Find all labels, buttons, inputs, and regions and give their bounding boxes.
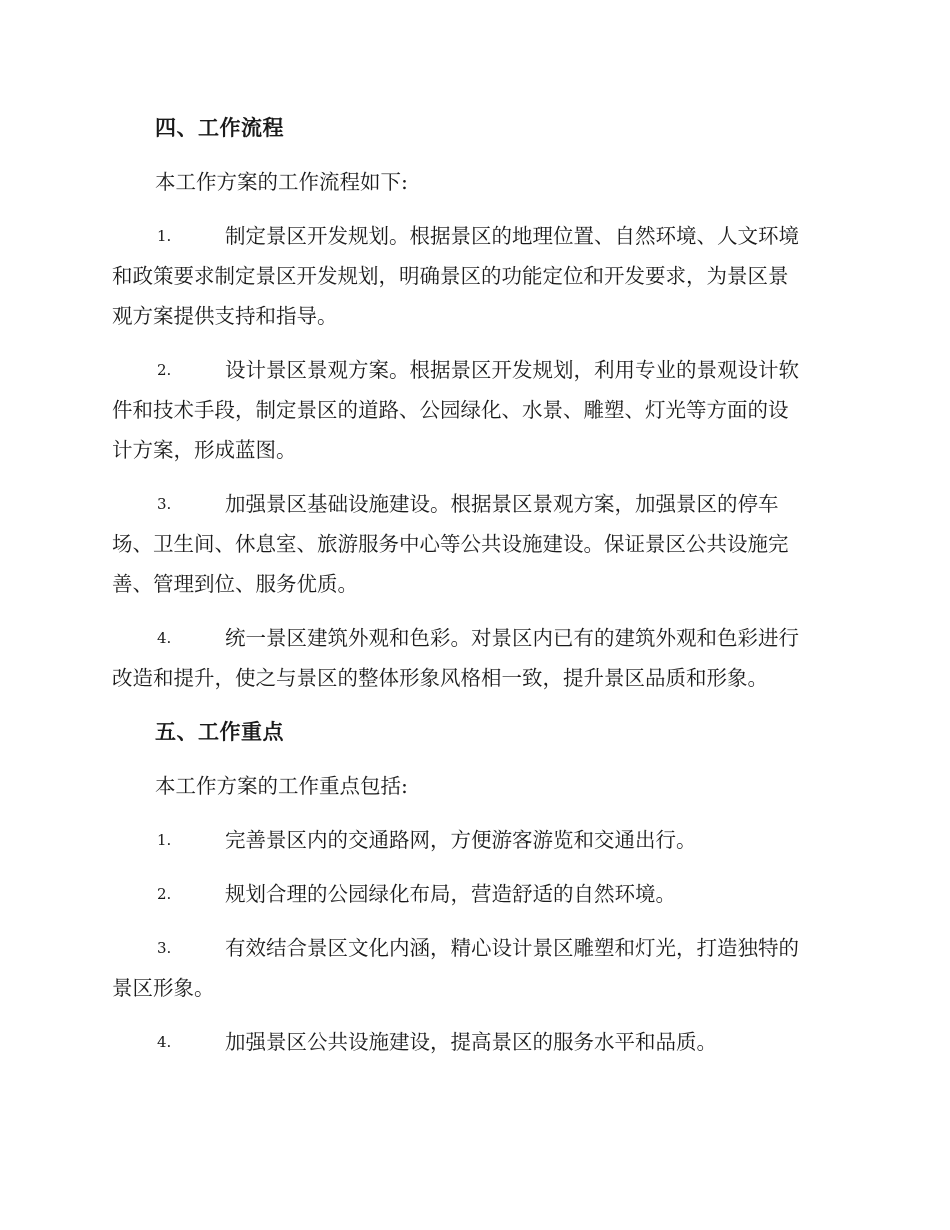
list-item-text: 完善景区内的交通路网，方便游客游览和交通出行。: [225, 828, 697, 852]
list-item: [112, 350, 834, 470]
list-item: [112, 928, 834, 1008]
list-item: [112, 1022, 834, 1062]
list-item-number: 2.: [157, 361, 172, 379]
list-item-number: 3.: [157, 495, 172, 513]
list-item-text: 场、卫生间、休息室、旅游服务中心等公共设施建设。保证景区公共设施完: [112, 532, 789, 556]
list-item: [112, 874, 834, 914]
list-item-text: 有效结合景区文化内涵，精心设计景区雕塑和灯光，打造独特的: [225, 936, 799, 960]
section-intro-key-points: 本工作方案的工作重点包括:: [155, 774, 408, 798]
list-item-text: 善、管理到位、服务优质。: [112, 572, 358, 596]
list-item-text: 计方案，形成蓝图。: [112, 438, 297, 462]
list-item-text: 景区形象。: [112, 976, 215, 1000]
list-item-text: 规划合理的公园绿化布局，营造舒适的自然环境。: [225, 882, 676, 906]
list-item-text: 和政策要求制定景区开发规划，明确景区的功能定位和开发要求，为景区景: [112, 264, 789, 288]
list-item-text: 设计景区景观方案。根据景区开发规划，利用专业的景观设计软: [225, 358, 799, 382]
list-item-number: 1.: [157, 831, 172, 849]
section-intro-workflow: 本工作方案的工作流程如下:: [155, 170, 408, 194]
list-item: [112, 618, 834, 698]
list-item-number: 1.: [157, 227, 172, 245]
document-page: [112, 108, 834, 1076]
section-heading-workflow: 四、工作流程: [155, 116, 284, 140]
list-item-number: 2.: [157, 885, 172, 903]
list-item-number: 4.: [157, 1033, 172, 1051]
section-heading-key-points: 五、工作重点: [155, 720, 284, 744]
list-item-number: 3.: [157, 939, 172, 957]
list-item-text: 加强景区公共设施建设，提高景区的服务水平和品质。: [225, 1030, 717, 1054]
list-item-text: 件和技术手段，制定景区的道路、公园绿化、水景、雕塑、灯光等方面的设: [112, 398, 789, 422]
list-item-text: 观方案提供支持和指导。: [112, 304, 338, 328]
list-item-text: 改造和提升，使之与景区的整体形象风格相一致，提升景区品质和形象。: [112, 666, 768, 690]
list-item-text: 制定景区开发规划。根据景区的地理位置、自然环境、人文环境: [225, 224, 799, 248]
list-item-text: 统一景区建筑外观和色彩。对景区内已有的建筑外观和色彩进行: [225, 626, 799, 650]
list-item: [112, 820, 834, 860]
list-item: [112, 216, 834, 336]
list-item-number: 4.: [157, 629, 172, 647]
list-item-text: 加强景区基础设施建设。根据景区景观方案，加强景区的停车: [225, 492, 779, 516]
list-item: [112, 484, 834, 604]
